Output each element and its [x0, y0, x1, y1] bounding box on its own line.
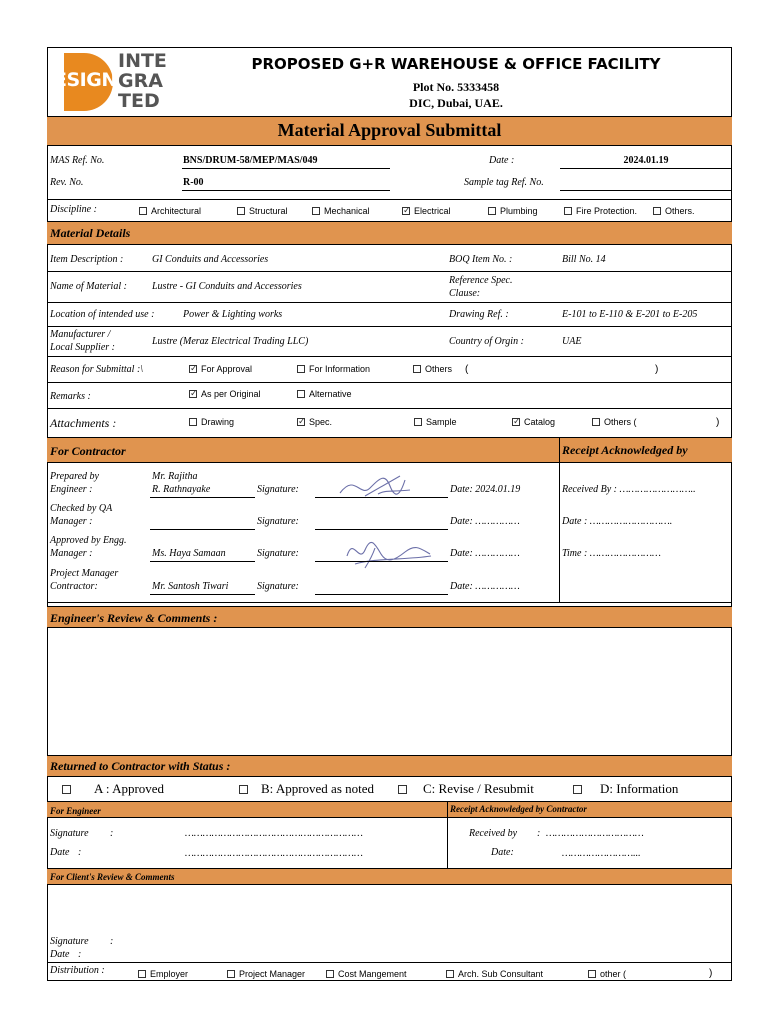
- divider: [47, 302, 732, 303]
- checkbox-icon[interactable]: [653, 207, 661, 215]
- fe-signature-colon: :: [110, 828, 114, 839]
- material-value: Lustre - GI Conduits and Accessories: [152, 281, 302, 292]
- attachments-label: Attachments :: [50, 416, 117, 430]
- eng-label: Approved by Engg.: [50, 535, 127, 546]
- manufacturer-value: Lustre (Meraz Electrical Trading LLC): [152, 336, 309, 347]
- divider: [47, 382, 732, 383]
- fe-date-colon: :: [78, 847, 82, 858]
- form-title: Material Approval Submittal: [277, 120, 502, 140]
- material-details-bar: [47, 221, 732, 245]
- reason-option-label: For Information: [309, 364, 371, 374]
- prepared-name-1: Mr. Rajitha: [152, 471, 198, 482]
- qa-date: Date: ……………: [450, 516, 520, 527]
- discipline-option[interactable]: [564, 206, 637, 216]
- attachment-option[interactable]: [512, 417, 555, 427]
- client-date-colon: :: [78, 949, 82, 960]
- sample-tag-line: [560, 190, 732, 191]
- distribution-option-label: Project Manager: [239, 969, 306, 979]
- reason-option[interactable]: [413, 364, 452, 374]
- distribution-option[interactable]: [446, 969, 543, 979]
- rev-label: Rev. No.: [50, 177, 84, 188]
- prepared-engineer-label: Engineer :: [50, 484, 93, 495]
- status-option-label: D: Information: [600, 781, 679, 796]
- remarks-option[interactable]: [297, 389, 352, 399]
- reason-close-paren: ): [655, 364, 659, 375]
- attachment-option[interactable]: [414, 417, 457, 427]
- discipline-option[interactable]: [237, 206, 288, 216]
- checkbox-icon[interactable]: [227, 970, 235, 978]
- pm-signature-label: Signature:: [257, 581, 299, 592]
- reason-option[interactable]: [297, 364, 370, 374]
- origin-value: UAE: [562, 336, 582, 347]
- qa-label: Checked by QA: [50, 503, 113, 514]
- pm-label: Project Manager: [50, 568, 119, 579]
- fe-date2-label: Date:: [491, 847, 514, 858]
- client-review-comments[interactable]: [48, 885, 731, 935]
- fe-date-label: Date: [50, 847, 70, 858]
- for-engineer-bar: [47, 801, 732, 818]
- attachment-option-label: Drawing: [201, 417, 235, 427]
- prepared-line: [150, 497, 255, 498]
- attachments-close-paren: ): [716, 417, 720, 428]
- distribution-option-label: other (: [600, 969, 627, 979]
- distribution-label: Distribution :: [50, 965, 105, 976]
- client-signature-label: Signature: [50, 936, 89, 947]
- material-details-heading: Material Details: [50, 226, 131, 240]
- checkbox-checked-icon[interactable]: [512, 418, 520, 426]
- status-option-label: A : Approved: [94, 781, 165, 796]
- discipline-option-label: Others.: [665, 206, 695, 216]
- ref-spec-label: Reference Spec.: [449, 275, 513, 286]
- discipline-option-label: Fire Protection.: [576, 206, 638, 216]
- receipt-date: Date : ……………………….: [562, 516, 673, 527]
- client-signature-colon: :: [110, 936, 114, 947]
- attachment-option-label: Catalog: [524, 417, 556, 427]
- signature-1: [330, 468, 420, 504]
- discipline-option-label: Electrical: [414, 206, 451, 216]
- distribution-option-label: Employer: [150, 969, 189, 979]
- logo-word: ESIGN: [54, 69, 117, 91]
- checkbox-icon[interactable]: [588, 970, 596, 978]
- receipt-contractor-heading: Receipt Acknowledged by Contractor: [450, 804, 587, 814]
- project-title: PROPOSED G+R WAREHOUSE & OFFICE FACILITY: [251, 55, 661, 73]
- plot-number: Plot No. 5333458: [412, 80, 500, 94]
- checkbox-checked-icon[interactable]: [297, 418, 305, 426]
- logo-line-3: TED: [118, 90, 160, 112]
- divider: [47, 602, 732, 603]
- location-label: Location of intended use :: [50, 309, 155, 320]
- attachment-option-label: Spec.: [309, 417, 333, 427]
- remarks-label: Remarks :: [50, 391, 91, 402]
- company-logo: [54, 51, 172, 113]
- distribution-option[interactable]: [138, 969, 188, 979]
- mas-ref-line: [182, 168, 390, 169]
- rev-value: R-00: [183, 177, 204, 188]
- checkbox-icon[interactable]: [312, 207, 320, 215]
- origin-label: Country of Orgin :: [449, 336, 524, 347]
- mas-ref-label: MAS Ref. No.: [50, 155, 105, 166]
- date-label: Date :: [489, 155, 515, 166]
- status-checkbox-icon[interactable]: [573, 785, 582, 794]
- fe-received-colon: :: [537, 828, 541, 839]
- logo-line-2: GRA: [118, 70, 163, 92]
- discipline-option[interactable]: [402, 206, 451, 216]
- status-option-label: C: Revise / Resubmit: [423, 781, 534, 796]
- fe-date2-dots[interactable]: ……………………...: [562, 848, 641, 859]
- discipline-option[interactable]: [653, 206, 695, 216]
- checkbox-icon[interactable]: [297, 390, 305, 398]
- fe-signature-label: Signature: [50, 828, 89, 839]
- pm-contractor-label: Contractor:: [50, 581, 98, 592]
- eng-date: Date: ……………: [450, 548, 520, 559]
- fe-date-dots[interactable]: ……………………………………………………: [185, 848, 363, 859]
- divider: [47, 326, 732, 327]
- checkbox-icon[interactable]: [413, 365, 421, 373]
- supplier-label: Local Supplier :: [50, 342, 115, 353]
- checkbox-icon[interactable]: [139, 207, 147, 215]
- remarks-option-label: Alternative: [309, 389, 352, 399]
- remarks-option-label: As per Original: [201, 389, 261, 399]
- eng-name: Ms. Haya Samaan: [152, 548, 226, 559]
- boq-label: BOQ Item No. :: [449, 254, 513, 265]
- pm-date: Date: ……………: [450, 581, 520, 592]
- pm-name: Mr. Santosh Tiwari: [152, 581, 229, 592]
- checkbox-icon[interactable]: [189, 418, 197, 426]
- divider: [47, 199, 732, 200]
- remarks-option[interactable]: [189, 389, 261, 399]
- attachment-option[interactable]: [592, 417, 637, 427]
- distribution-option[interactable]: [588, 969, 626, 979]
- prepared-signature-label: Signature:: [257, 484, 299, 495]
- fe-received-dots[interactable]: ……………………………: [546, 828, 644, 839]
- location-value: Power & Lighting works: [183, 309, 283, 320]
- divider: [47, 962, 732, 963]
- attachment-option[interactable]: [189, 417, 234, 427]
- drawing-ref-value: E-101 to E-110 & E-201 to E-205: [562, 309, 698, 320]
- form-frame: [47, 47, 732, 981]
- boq-value: Bill No. 14: [562, 254, 606, 265]
- qa-manager-label: Manager :: [50, 516, 93, 527]
- discipline-option-label: Plumbing: [500, 206, 538, 216]
- mas-ref-value: BNS/DRUM-58/MEP/MAS/049: [183, 155, 318, 166]
- attachment-option-label: Others (: [604, 417, 637, 427]
- eng-manager-label: Manager :: [50, 548, 93, 559]
- checkbox-icon[interactable]: [237, 207, 245, 215]
- checkbox-icon[interactable]: [488, 207, 496, 215]
- sample-tag-label: Sample tag Ref. No.: [464, 177, 544, 188]
- discipline-label: Discipline :: [50, 204, 97, 215]
- client-date-label: Date: [50, 949, 70, 960]
- discipline-option-label: Architectural: [151, 206, 202, 216]
- distribution-option[interactable]: [326, 969, 407, 979]
- status-checkbox-icon[interactable]: [62, 785, 71, 794]
- distribution-close-paren: ): [709, 968, 713, 979]
- engineer-review-heading: Engineer's Review & Comments :: [50, 611, 218, 625]
- qa-line: [150, 529, 255, 530]
- ref-spec-clause-label: Clause:: [449, 288, 481, 299]
- checkbox-icon[interactable]: [446, 970, 454, 978]
- qa-sig-line: [315, 529, 448, 530]
- reason-option[interactable]: [189, 364, 252, 374]
- checkbox-icon[interactable]: [326, 970, 334, 978]
- distribution-option[interactable]: [227, 969, 305, 979]
- eng-line: [150, 561, 255, 562]
- logo-line-1: INTE: [118, 50, 167, 72]
- fe-signature-dots[interactable]: ……………………………………………………: [185, 828, 363, 839]
- rev-line: [182, 190, 390, 191]
- fe-received-label: Received by: [469, 828, 518, 839]
- item-desc-value: GI Conduits and Accessories: [152, 254, 269, 265]
- discipline-option-label: Mechanical: [324, 206, 370, 216]
- date-line: [560, 168, 732, 169]
- divider: [47, 356, 732, 357]
- divider: [47, 408, 732, 409]
- prepared-sig-line: [315, 497, 448, 498]
- eng-signature-label: Signature:: [257, 548, 299, 559]
- divider: [47, 271, 732, 272]
- drawing-ref-label: Drawing Ref. :: [449, 309, 509, 320]
- material-label: Name of Material :: [50, 281, 127, 292]
- discipline-option[interactable]: [139, 206, 201, 216]
- engineer-review-comments[interactable]: [48, 628, 731, 755]
- checkbox-checked-icon[interactable]: [189, 390, 197, 398]
- returned-heading: Returned to Contractor with Status :: [50, 759, 231, 773]
- checkbox-icon[interactable]: [592, 418, 600, 426]
- checkbox-checked-icon[interactable]: [402, 207, 410, 215]
- status-checkbox-icon[interactable]: [398, 785, 407, 794]
- checkbox-icon[interactable]: [414, 418, 422, 426]
- discipline-option[interactable]: [488, 206, 538, 216]
- client-review-heading: For Client's Review & Comments: [50, 872, 175, 882]
- checkbox-icon[interactable]: [297, 365, 305, 373]
- attachment-option-label: Sample: [426, 417, 457, 427]
- prepared-date: Date: 2024.01.19: [450, 484, 521, 495]
- status-option-label: B: Approved as noted: [261, 781, 375, 796]
- distribution-option-label: Cost Mangement: [338, 969, 407, 979]
- project-location: DIC, Dubai, UAE.: [409, 96, 503, 110]
- eng-sig-line: [315, 561, 448, 562]
- contractor-divider: [559, 437, 560, 602]
- prepared-name-2: R. Rathnayake: [152, 484, 211, 495]
- reason-open-paren: (: [465, 364, 469, 375]
- distribution-option-label: Arch. Sub Consultant: [458, 969, 544, 979]
- item-desc-label: Item Description :: [50, 254, 124, 265]
- reason-option-label: Others: [425, 364, 453, 374]
- for-engineer-heading: For Engineer: [50, 806, 101, 816]
- reason-option-label: For Approval: [201, 364, 253, 374]
- receipt-time: Time : ……………………: [562, 548, 661, 559]
- attachment-option[interactable]: [297, 417, 332, 427]
- receipt-heading: Receipt Acknowledged by: [562, 443, 688, 457]
- received-by: Received By : ……………………..: [562, 484, 696, 495]
- reason-label: Reason for Submittal :\: [50, 364, 144, 375]
- contractor-heading: For Contractor: [50, 444, 126, 458]
- signature-2: [335, 534, 435, 570]
- manufacturer-label: Manufacturer /: [50, 329, 111, 340]
- discipline-option[interactable]: [312, 206, 370, 216]
- status-checkbox-icon[interactable]: [239, 785, 248, 794]
- checkbox-icon[interactable]: [564, 207, 572, 215]
- discipline-option-label: Structural: [249, 206, 288, 216]
- prepared-label: Prepared by: [50, 471, 99, 482]
- pm-line: [150, 594, 255, 595]
- pm-sig-line: [315, 594, 448, 595]
- checkbox-icon[interactable]: [138, 970, 146, 978]
- checkbox-checked-icon[interactable]: [189, 365, 197, 373]
- date-value: 2024.01.19: [623, 155, 669, 166]
- qa-signature-label: Signature:: [257, 516, 299, 527]
